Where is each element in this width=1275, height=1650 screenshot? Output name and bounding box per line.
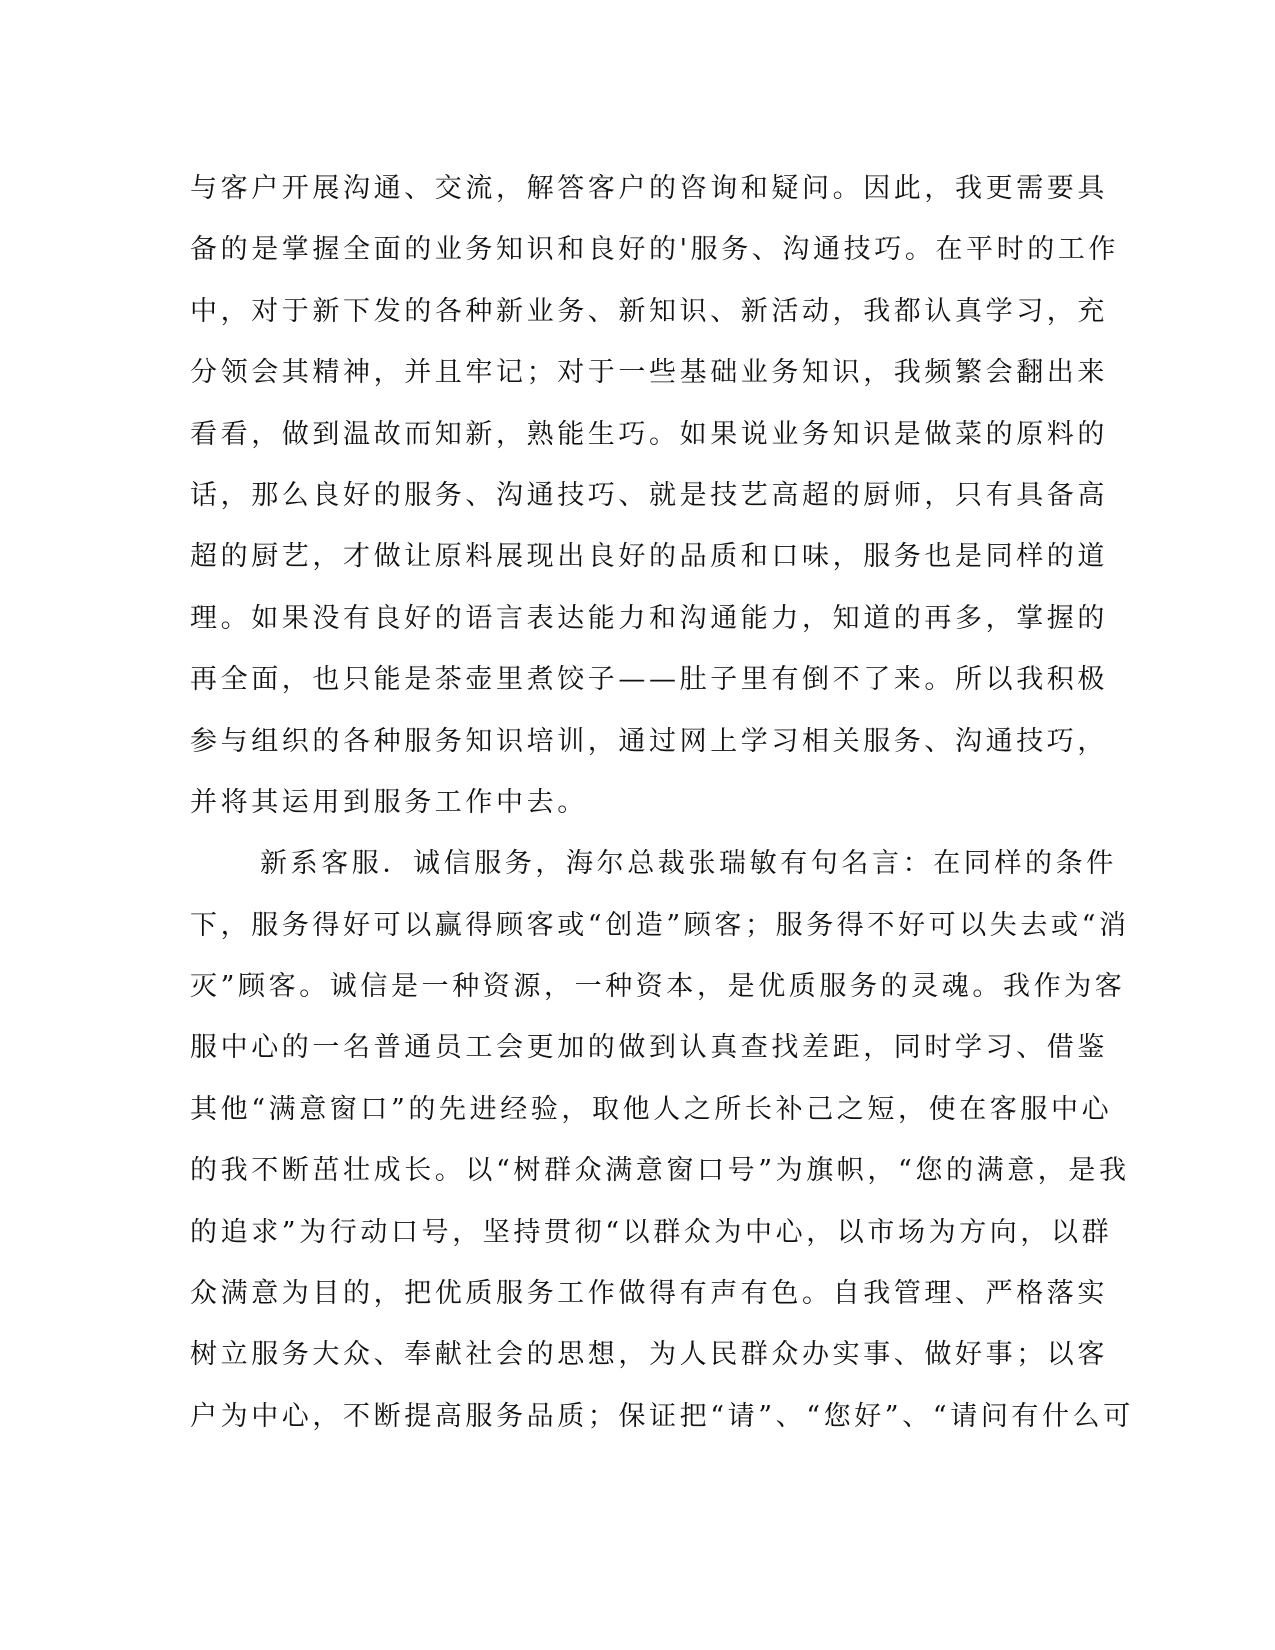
text-line: 再全面，也只能是茶壶里煮饺子——肚子里有倒不了来。所以我积极 <box>190 664 1108 696</box>
text-line: 众满意为目的，把优质服务工作做得有声有色。自我管理、严格落实 <box>190 1278 1108 1310</box>
text-line: 参与组织的各种服务知识培训，通过网上学习相关服务、沟通技巧， <box>190 725 1108 757</box>
text-line: 下，服务得好可以赢得顾客或“创造”顾客；服务得不好可以失去或“消 <box>190 909 1130 941</box>
text-line: 的追求”为行动口号，坚持贯彻“以群众为中心，以市场为方向，以群 <box>190 1216 1113 1248</box>
text-line: 中，对于新下发的各种新业务、新知识、新活动，我都认真学习，充 <box>190 295 1108 327</box>
text-line: 并将其运用到服务工作中去。 <box>190 786 588 818</box>
text-line: 服中心的一名普通员工会更加的做到认真查找差距，同时学习、借鉴 <box>190 1032 1108 1064</box>
text-line: 话，那么良好的服务、沟通技巧、就是技艺高超的厨师，只有具备高 <box>190 479 1108 511</box>
text-line: 树立服务大众、奉献社会的思想，为人民群众办实事、做好事；以客 <box>190 1339 1108 1371</box>
text-line: 户为中心，不断提高服务品质；保证把“请”、“您好”、“请问有什么可 <box>190 1400 1134 1432</box>
paragraph-first-line: 新系客服．诚信服务，海尔总裁张瑞敏有句名言：在同样的条件 <box>260 848 1117 880</box>
text-line: 其他“满意窗口”的先进经验，取他人之所长补己之短，使在客服中心 <box>190 1093 1113 1125</box>
text-line: 的我不断茁壮成长。以“树群众满意窗口号”为旗帜，“您的满意，是我 <box>190 1155 1130 1187</box>
text-line: 超的厨艺，才做让原料展现出良好的品质和口味，服务也是同样的道 <box>190 541 1108 573</box>
text-line: 备的是掌握全面的业务知识和良好的'服务、沟通技巧。在平时的工作 <box>190 234 1120 266</box>
text-line: 分领会其精神，并且牢记；对于一些基础业务知识，我频繁会翻出来 <box>190 357 1108 389</box>
text-line: 与客户开展沟通、交流，解答客户的咨询和疑问。因此，我更需要具 <box>190 173 1108 204</box>
text-line: 理。如果没有良好的语言表达能力和沟通能力，知道的再多，掌握的 <box>190 602 1108 634</box>
document-body <box>190 158 1134 1447</box>
text-line: 看看，做到温故而知新，熟能生巧。如果说业务知识是做菜的原料的 <box>190 418 1108 450</box>
text-line: 灭”顾客。诚信是一种资源，一种资本，是优质服务的灵魂。我作为客 <box>190 971 1126 1003</box>
